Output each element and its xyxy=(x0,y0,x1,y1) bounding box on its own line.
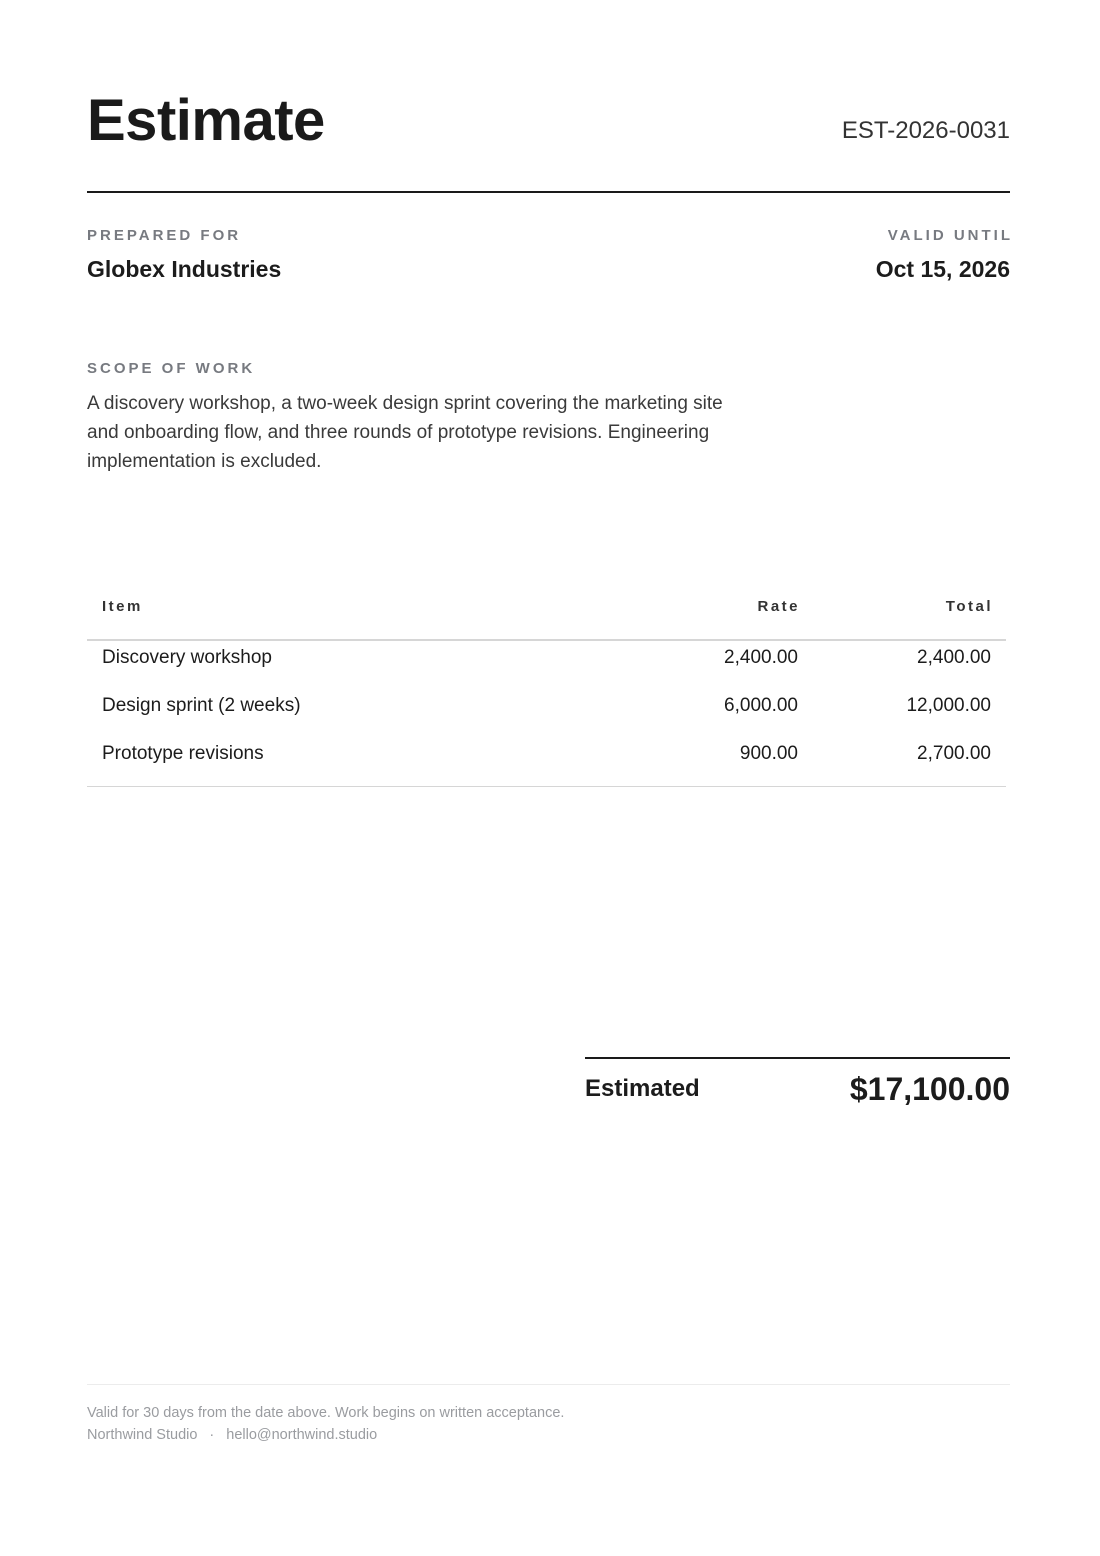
table-row xyxy=(87,641,1006,689)
prepared-for-label: PREPARED FOR xyxy=(87,227,242,244)
column-header-item: Item xyxy=(102,598,143,615)
client-name: Globex Industries xyxy=(87,256,282,282)
valid-until-label: VALID UNTIL xyxy=(887,227,1013,244)
row-total: 12,000.00 xyxy=(906,695,991,716)
row-total: 2,700.00 xyxy=(917,743,991,764)
total-divider xyxy=(585,1057,1010,1059)
row-item: Prototype revisions xyxy=(102,743,264,764)
row-rate: 6,000.00 xyxy=(724,695,798,716)
document-title: Estimate xyxy=(87,88,325,153)
table-body xyxy=(87,641,1006,785)
scope-label: SCOPE OF WORK xyxy=(87,360,256,377)
row-item: Design sprint (2 weeks) xyxy=(102,695,301,716)
footer-separator: · xyxy=(209,1427,215,1443)
table-row xyxy=(87,737,1006,785)
studio-name: Northwind Studio xyxy=(87,1427,198,1443)
footer-contact xyxy=(87,1425,377,1445)
total-amount: $17,100.00 xyxy=(849,1071,1010,1107)
row-rate: 900.00 xyxy=(739,743,798,764)
footer-divider xyxy=(87,1384,1010,1385)
footer-terms: Valid for 30 days from the date above. Work begins on written acceptance. xyxy=(87,1405,565,1421)
table-row xyxy=(87,689,1006,737)
column-header-total: Total xyxy=(945,598,993,615)
estimate-number: EST-2026-0031 xyxy=(841,117,1010,144)
contact-email[interactable]: hello@northwind.studio xyxy=(226,1427,378,1443)
total-label: Estimated xyxy=(585,1075,700,1102)
table-bottom-divider xyxy=(87,786,1006,787)
estimate-document xyxy=(87,0,1013,1556)
row-rate: 2,400.00 xyxy=(724,647,798,668)
header-divider xyxy=(87,191,1010,193)
column-header-rate: Rate xyxy=(757,598,800,615)
scope-description: A discovery workshop, a two-week design sprint covering the marketing site and onboarding flow, and three rounds of prototype revisions. Engineering implementation is excluded. xyxy=(87,393,723,472)
row-total: 2,400.00 xyxy=(917,647,991,668)
valid-until-date: Oct 15, 2026 xyxy=(875,256,1010,282)
row-item: Discovery workshop xyxy=(102,647,272,668)
